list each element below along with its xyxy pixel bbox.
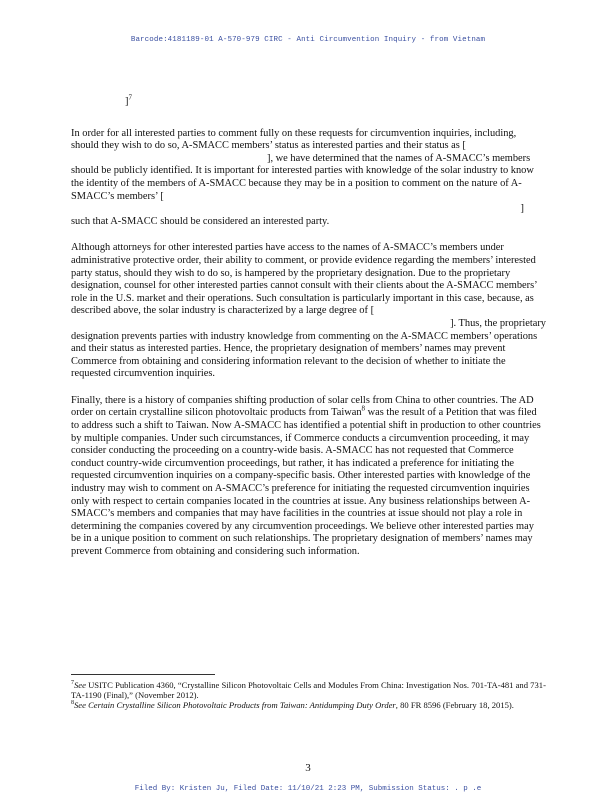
bracket-fragment: [125, 93, 546, 109]
footnote-7-number: 7: [71, 680, 74, 687]
filing-footer: Filed By: Kristen Ju, Filed Date: 11/10/21 2:23 PM, Submission Status: . p .e: [134, 785, 482, 793]
footnote-7: [71, 680, 546, 700]
document-body: [71, 93, 546, 559]
footnote-ref-7: 7: [128, 93, 132, 102]
footnotes: [71, 680, 546, 711]
paragraph-1-part-1: In order for all interested parties to comment fully on these requests for circumvention inquiries, including, should they wish to do so, A-SMACC members’ status as interested parties and their status as [: [71, 127, 517, 152]
paragraph-2-part-3: designation prevents parties with industry knowledge from commenting on the A-SMACC members’ operations and their status as interested parties. Hence, the proprietary designation of members’ names may prevent Commerce from obtaining and considering information relevant to the decision of whether to initiate the requested circumvention inquiries.: [71, 330, 538, 380]
closing-bracket: ]: [125, 96, 129, 107]
page-number: 3: [305, 762, 311, 774]
footnote-7-see: See: [74, 680, 86, 690]
footnote-8-number: 8: [71, 700, 74, 707]
paragraph-3-part-2: was the result of a Petition that was filed to address such a shift to Taiwan. Now A-SMACC has identified a potential shift in production to other countries by multiple companies. Under such circumstances, if Commerce conducts a circumvention proceeding, it may consider conducting the proceeding on a country-wide basis. A-SMACC has not requested that Commerce conduct country-wide circumvention proceedings, but rather, it has indicated a preference for initiating the requested circumvention inquiries on a company-specific basis. Other interested parties with knowledge of the industry may wish to comment on A-SMACC’s preference for initiating the requested circumvention inquiries only with respect to certain companies located in the countries at issue. Any business relationships between A-SMACC’s members and companies that may have facilities in the countries at issue should not play a role in determining the companies covered by any circumvention proceedings. We believe other interested parties may be in a unique position to comment on such relationships. The proprietary designation of members’ names may prevent Commerce from obtaining and considering such information.: [71, 407, 541, 557]
barcode-header: Barcode:4181189-01 A-570-979 CIRC - Anti Circumvention Inquiry - from Vietnam: [130, 36, 486, 44]
footnote-8: [71, 700, 546, 710]
footnote-ref-8: 8: [361, 405, 366, 413]
paragraph-2-part-2: ]. Thus, the proprietary: [450, 317, 546, 329]
paragraph-1-bracket: ]: [520, 203, 524, 215]
paragraph-1-part-2: ], we have determined that the names of A-SMACC’s members should be publicly identified. It is important for interested parties with knowledge of the solar industry to know the identity of the members of A-SMACC because they may be in a position to comment on the nature of A-SMACC’s members’ [: [71, 152, 534, 202]
footnote-8-text: , 80 FR 8596 (February 18, 2015).: [395, 700, 514, 711]
paragraph-3: [71, 395, 546, 559]
paragraph-1-part-3: such that A-SMACC should be considered an interested party.: [71, 215, 330, 227]
footnote-divider: [71, 674, 215, 675]
paragraph-3-part-1: Finally, there is a history of companies shifting production of solar cells from China to other countries. The AD order on certain crystalline silicon photovoltaic products from Taiwan: [71, 394, 534, 419]
footnote-7-text: USITC Publication 4360, “Crystalline Silicon Photovoltaic Cells and Modules From China: Investigation Nos. 701-TA-481 and 731-TA-1190 (Final),” (November 2012).: [71, 680, 546, 701]
paragraph-2: [71, 242, 546, 318]
paragraph-1: [71, 128, 546, 204]
footnote-8-see: See Certain Crystalline Silicon Photovoltaic Products from Taiwan: Antidumping Duty Order: [74, 700, 396, 711]
paragraph-2-part-1: Although attorneys for other interested parties have access to the names of A-SMACC’s members under administrative protective order, their ability to comment, or provide evidence regarding the members’ interested party status, should they wish to do so, is hampered by the proprietary designation. Due to the proprietary designation, counsel for other interested parties cannot consult with their clients about the A-SMACC members’ role in the U.S. market and their operations. Such consultation is particularly important in this case, because, as described above, the solar industry is characterized by a large degree of [: [71, 242, 537, 317]
